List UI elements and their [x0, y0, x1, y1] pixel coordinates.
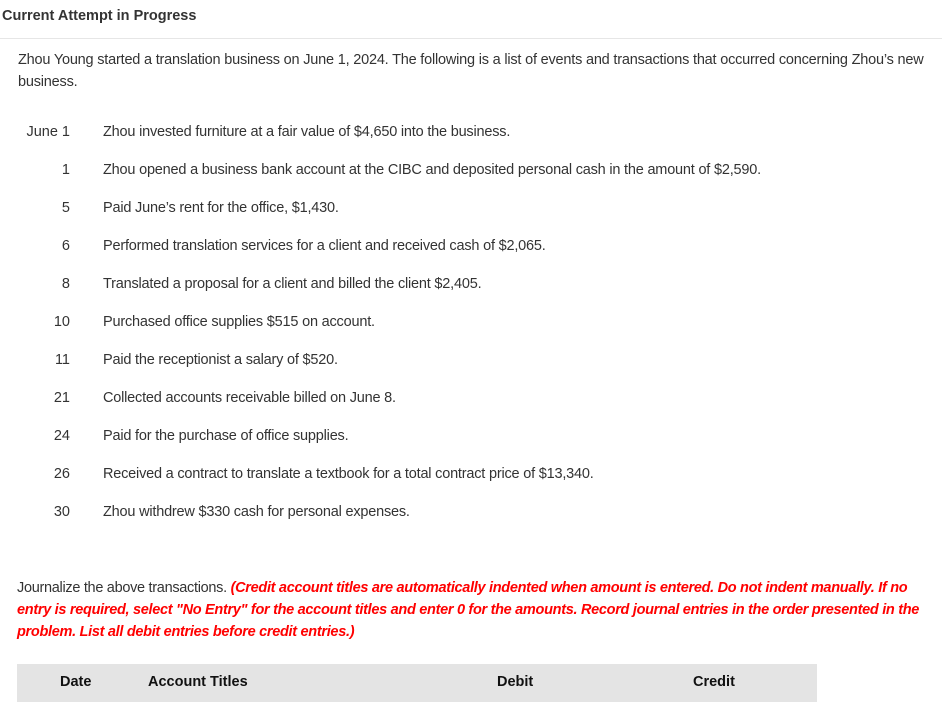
- event-text: Zhou invested furniture at a fair value of $4,650 into the business.: [103, 124, 511, 140]
- col-account-titles: Account Titles: [148, 674, 248, 690]
- event-row: [0, 314, 900, 334]
- event-date: 8: [61, 276, 70, 292]
- event-date: 26: [53, 466, 70, 482]
- event-row: [0, 276, 900, 296]
- event-text: Purchased office supplies $515 on account.: [103, 314, 375, 330]
- event-text: Received a contract to translate a textbook for a total contract price of $13,340.: [103, 466, 594, 482]
- instructions-lead: Journalize the above transactions.: [17, 580, 231, 596]
- event-text: Paid June’s rent for the office, $1,430.: [103, 200, 339, 216]
- col-date: Date: [60, 674, 92, 690]
- event-row: [0, 124, 900, 144]
- col-debit: Debit: [497, 674, 534, 690]
- attempt-title: Current Attempt in Progress: [2, 8, 197, 24]
- event-text: Zhou opened a business bank account at the CIBC and deposited personal cash in the amount of $2,590.: [103, 162, 761, 178]
- instructions-note: (Credit account titles are automatically indented when amount is entered. Do not indent manually. If no entry is required, select "No Entry" for the account titles and enter 0 for the amounts. Record journal entries in the order presented in the problem. List all debit entries before credit entries.): [17, 580, 920, 640]
- event-text: Paid for the purchase of office supplies.: [103, 428, 349, 444]
- event-row: [0, 390, 900, 410]
- journal-table-header: [17, 664, 817, 702]
- event-text: Zhou withdrew $330 cash for personal expenses.: [103, 504, 410, 520]
- attempt-header: [0, 0, 942, 39]
- event-text: Paid the receptionist a salary of $520.: [103, 352, 338, 368]
- event-date: 5: [61, 200, 70, 216]
- event-text: Collected accounts receivable billed on June 8.: [103, 390, 396, 406]
- event-text: Translated a proposal for a client and billed the client $2,405.: [103, 276, 482, 292]
- event-row: [0, 428, 900, 448]
- event-date: June 1: [26, 124, 70, 140]
- event-date: 11: [54, 352, 70, 368]
- event-row: [0, 504, 900, 524]
- event-row: [0, 238, 900, 258]
- event-row: [0, 466, 900, 486]
- event-text: Performed translation services for a client and received cash of $2,065.: [103, 238, 546, 254]
- event-date: 10: [53, 314, 70, 330]
- event-date: 30: [53, 504, 70, 520]
- event-row: [0, 200, 900, 220]
- event-date: 21: [53, 390, 70, 406]
- problem-intro: Zhou Young started a translation business on June 1, 2024. The following is a list of events and transactions that occurred concerning Zhou’s new business.: [18, 52, 924, 90]
- event-row: [0, 162, 900, 182]
- instructions: [17, 577, 932, 643]
- event-date: 6: [61, 238, 70, 254]
- event-date: 24: [53, 428, 70, 444]
- col-credit: Credit: [693, 674, 735, 690]
- event-date: 1: [61, 162, 70, 178]
- event-row: [0, 352, 900, 372]
